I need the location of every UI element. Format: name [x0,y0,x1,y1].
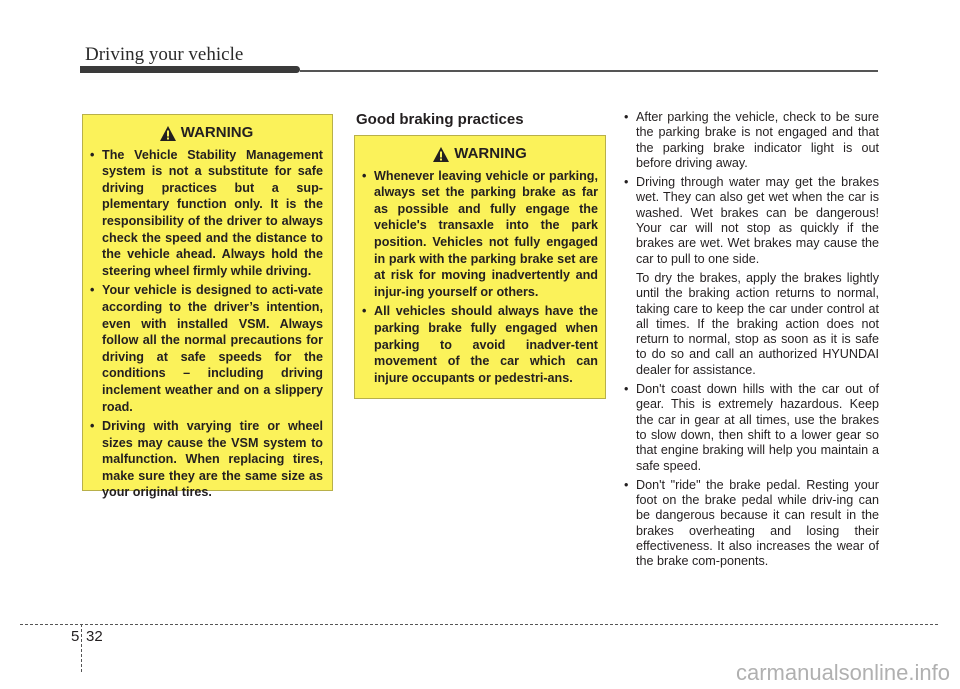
warning-box-parking [354,135,606,399]
page-number: 32 [86,628,103,645]
warning-item: • The Vehicle Stability Management system is not a substitute for safe driving practices but a sup-plementary function only. It is the responsibility of the driver to always check the speed and the distance to the vehicle ahead. Always hold the steering wheel firmly while driving. [90,147,323,280]
list-item: • Don't "ride" the brake pedal. Resting your foot on the brake pedal while driv-ing can be dangerous because it can result in the brakes overheating and losing their effectiveness. It also increases the wear of the brake com-ponents. [624,478,879,570]
warning-item: • All vehicles should always have the parking brake fully engaged when parking to avoid inadver-tent movement of the car which can injure occupants or pedestri-ans. [362,303,598,386]
header-rule [300,70,878,72]
list-item-paragraph: To dry the brakes, apply the brakes lightly until the braking action returns to normal, taking care to keep the car under control at all times. If the braking action does not return to normal, stop as soon as it is safe to do so and call an authorized HYUNDAI dealer for assistance. [636,270,879,377]
chapter-number: 5 [71,628,80,645]
header-rule-dark [80,66,300,73]
warning-item: • Your vehicle is designed to acti-vate according to the driver’s intention, even with installed VSM. Always follow all the normal precautions for driving at safe speeds for the conditions – including driving inclement weather and on a slippery road. [90,282,323,415]
warning-title-text: WARNING [454,145,527,162]
warning-title-text: WARNING [180,124,254,141]
list-item: • After parking the vehicle, check to be sure the parking brake is not engaged and that the parking brake indicator light is out before driving away. [624,110,879,171]
warning-triangle-icon [160,126,176,141]
list-item: • Don't coast down hills with the car out of gear. This is extremely hazardous. Keep the car in gear at all times, use the brakes to slow down, then shift to a lower gear so that engine braking will help you maintain a safe speed. [624,382,879,474]
watermark: carmanualsonline.info [735,660,950,685]
warning-triangle-icon [433,147,449,162]
warning-item: • Whenever leaving vehicle or parking, always set the parking brake as far as possible and fully engage the vehicle's transaxle into the park position. Vehicles not fully engaged in park with the parking brake set are at risk for moving inadvertently and injur-ing yourself or others. [362,168,598,301]
list-item-paragraph: • Driving through water may get the brakes wet. They can also get wet when the car is washed. Wet brakes can be dangerous! Your car will not stop as quickly if the brakes are wet. Wet brakes may cause the car to pull to one side. [636,175,879,266]
warning-item: • Driving with varying tire or wheel sizes may cause the VSM system to malfunction. When replacing tires, make sure they are the same size as your original tires. [90,418,323,501]
footer-rule [20,624,938,625]
braking-practices-list [624,110,879,574]
list-item [624,175,879,378]
warning-title [90,125,323,142]
warning-title [362,146,598,163]
page-header-title: Driving your vehicle [85,44,244,65]
footer-divider [81,624,82,672]
section-heading: Good braking practices [356,111,524,128]
warning-box-vsm [82,114,333,500]
